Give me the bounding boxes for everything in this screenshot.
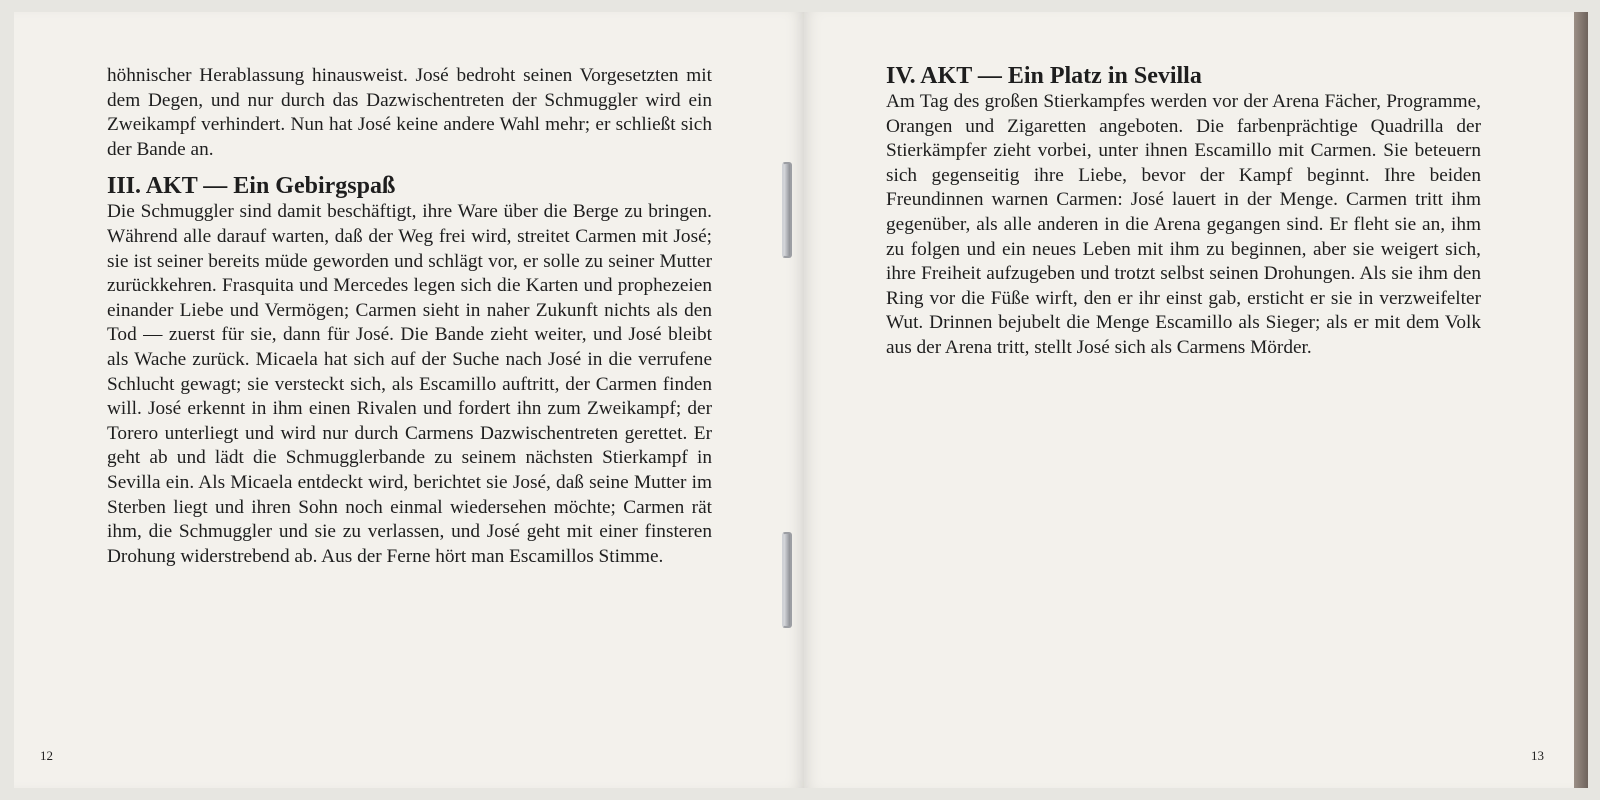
act-four-paragraph: Am Tag des großen Stierkampfes werden vor der Arena Fächer, Programme, Orangen und Zigaretten angeboten. Die farbenprächtige Quadrilla der Stierkämpfer zieht vorbei, unter ihnen Escamillo mit Carmen. Sie beteuern sich gegenseitig ihre Liebe, bevor der Kampf beginnt. Ihre beiden Freundinnen warnen Carmen: José lauert in der Menge. Carmen tritt ihm gegenüber, als alle anderen in die Arena gegangen sind. Er fleht sie an, ihm zu folgen und ein neues Leben mit ihm zu beginnen, aber sie weigert sich, ihre Freiheit aufzugeben und trotzt selbst seinen Drohungen. Als sie ihm den Ring vor die Füße wirft, den er ihr einst gab, ersticht er sie in verzweifelter Wut. Drinnen bejubelt die Menge Escamillo als Sieger; als er mit dem Volk aus der Arena tritt, stellt José sich als Carmens Mörder. [886,91,1481,358]
page-number-left: 12 [40,748,53,763]
left-page-text [107,64,712,569]
staple-bottom [782,532,792,628]
act-four-heading: IV. AKT — Ein Platz in Sevilla [886,63,1202,89]
left-page [14,12,804,788]
staple-top [782,162,792,258]
right-page [804,12,1574,788]
page-number-right: 13 [1531,748,1544,763]
booklet-spread [14,12,1586,788]
act-three-paragraph: Die Schmuggler sind damit beschäftigt, ihre Ware über die Berge zu bringen. Während alle darauf warten, daß der Weg frei wird, streitet Carmen mit José; sie ist seiner bereits müde geworden und schlägt vor, er solle zu seiner Mutter zurückkehren. Frasquita und Mercedes legen sich die Karten und prophezeien einander Liebe und Vermögen; Carmen sieht in naher Zukunft nichts als den Tod — zuerst für sie, dann für José. Die Bande zieht weiter, und José bleibt als Wache zurück. Micaela hat sich auf der Suche nach José in die verrufene Schlucht gewagt; sie versteckt sich, als Escamillo auftritt, der Carmen finden will. José erkennt in ihm einen Rivalen und fordert ihn zum Zweikampf; der Torero unterliegt und wird nur durch Carmens Dazwischentreten gerettet. Er geht ab und lädt die Schmugglerbande zu seinem nächsten Stierkampf in Sevilla ein. Als Micaela entdeckt wird, berichtet sie José, daß seine Mutter im Sterben liegt und ihren Sohn noch einmal wiedersehen möchte; Carmen rät ihm, die Schmuggler und sie zu verlassen, und José geht mit einer finsteren Drohung widerstrebend ab. Aus der Ferne hört man Escamillos Stimme. [107,201,712,567]
act-two-continuation-paragraph: höhnischer Herablassung hinausweist. José bedroht seinen Vorgesetzten mit dem Degen, und nur durch das Dazwischentreten der Schmuggler wird ein Zweikampf verhindert. Nun hat José keine andere Wahl mehr; er schließt sich der Bande an. [107,65,712,160]
right-page-text [886,62,1481,361]
act-three-heading: III. AKT — Ein Gebirgspaß [107,173,396,200]
